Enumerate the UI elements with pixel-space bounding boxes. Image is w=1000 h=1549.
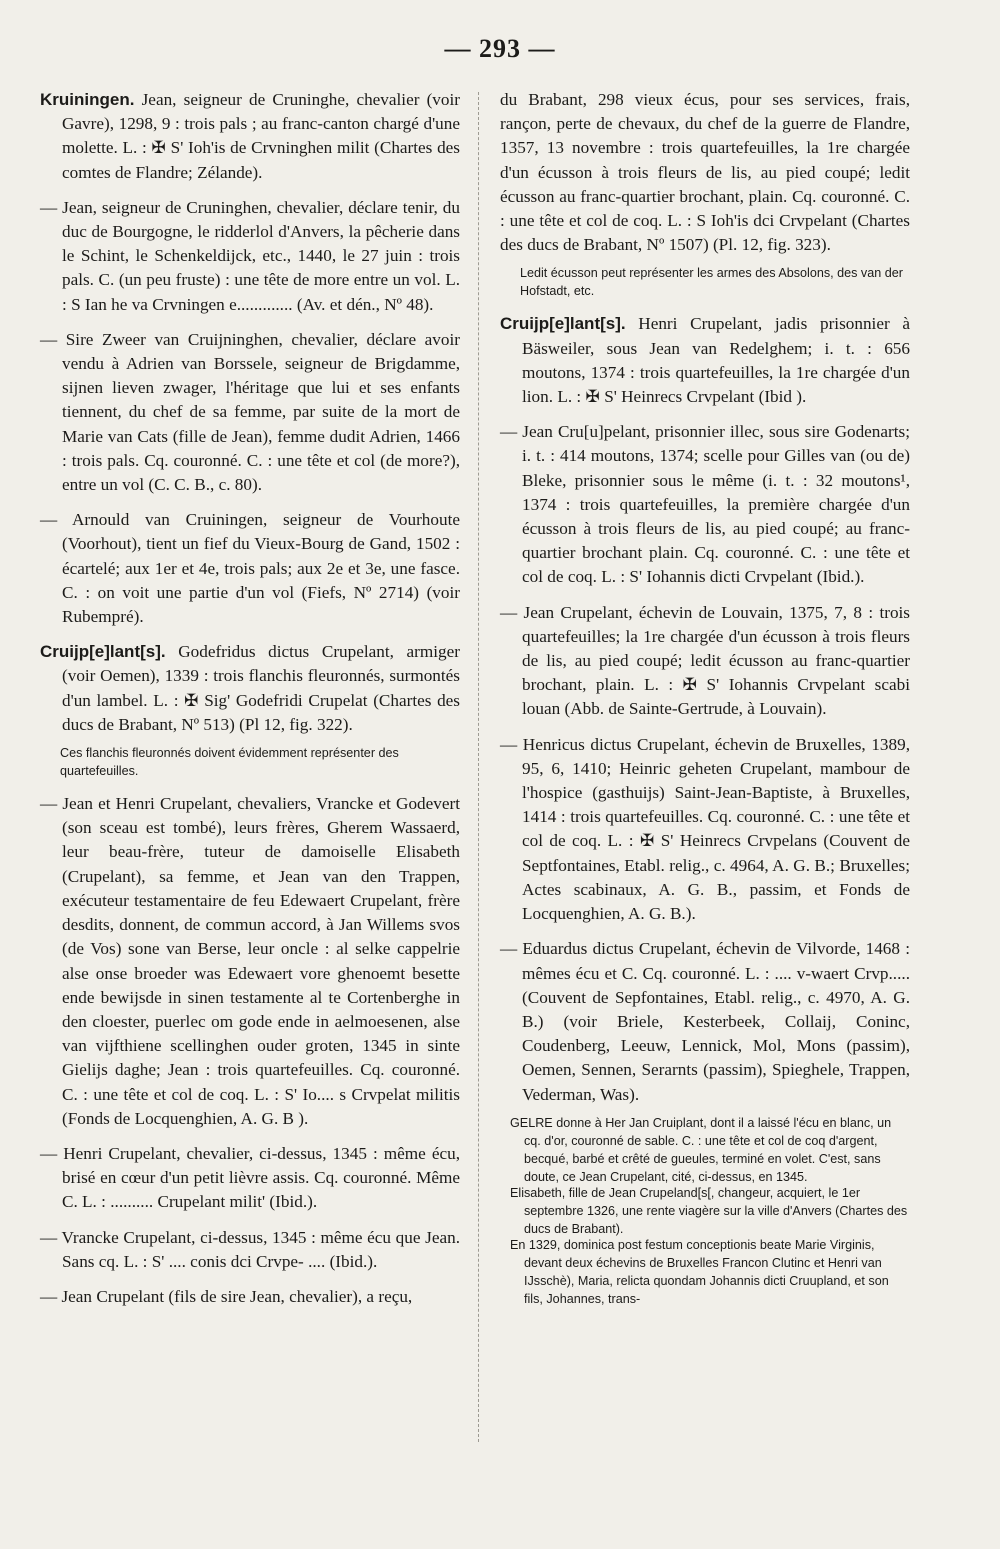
entry-cruijpelant [500,312,910,409]
headword: Cruijp[e]lant[s]. [500,314,626,334]
paragraph: — Arnould van Cruiningen, seigneur de Vourhoute (Voorhout), tient un fief du Vieux-Bourg de Gand, 1502 : écartelé; aux 1er et 4e, trois pals; aux 2e et 3e, une fasce. C. : on voit une partie d'un vol (Fiefs, Nº 2714) (voir Rubempré). [40,510,460,627]
paragraph: — Eduardus dictus Crupelant, échevin de Vilvorde, 1468 : mêmes écu et C. Cq. couronné. L. : .... v-waert Crvp..... (Couvent de Sepfontaines, Etabl. relig., c. 4970, A. G. B.) (voir Briele, Kesterbeek, Collaij, Coninc, Coudenberg, Leeuw, Lennick, Mol, Mons (passim), Oemen, Sennen, Serarnts (passim), Spieghele, Trappen, Vederman, Was). [500,939,910,1104]
footnote: GELRE donne à Her Jan Cruiplant, dont il a laissé l'écu en blanc, un cq. d'or, couronné de sable. C. : une tête et col de coq d'argent, becqué, barbé et crêté de gueules, terminé en volet. C'est, sans doute, ce Jean Crupelant, cité, ci-dessus, en 1345. [510,1115,892,1184]
paragraph: du Brabant, 298 vieux écus, pour ses services, frais, rançon, perte de chevaux, du chef de la guerre de Flandre, 1357, 13 novembre : trois quartefeuilles, la 1re chargée d'un écusson à trois fleurs de lis, au pied coupé; ledit écusson au franc-quartier brochant, plain. Cq. couronné. C. : une tête et col de coq. L. : S Ioh'is dci Crvpelant (Chartes des ducs de Brabant, Nº 1507) (Pl. 12, fig. 323). [500,90,910,255]
headword: Kruiningen. [40,90,135,109]
page-number: — 293 — [444,34,556,63]
entry-cruijpelant [40,640,460,737]
paragraph: — Henricus dictus Crupelant, échevin de Bruxelles, 1389, 95, 6, 1410; Heinric geheten Crupelant, mambour de l'hospice (gasthuijs) Saint-Jean-Baptiste, à Bruxelles, 1414 : trois quartefeuilles. Cq. couronné. C. : une tête et col de coq. L. : ✠ S' Heinrecs Crvpelans (Couvent de Septfontaines, Etabl. relig., c. 4964, A. G. B.; Bruxelles; Actes scabinaux, A. G. B., passim, et Fonds de Locquenghien, A. G. B.). [500,734,910,924]
column-divider [478,92,479,1442]
left-column [40,88,460,1320]
paragraph: — Jean Crupelant (fils de sire Jean, chevalier), a reçu, [40,1286,413,1306]
paragraph: — Sire Zweer van Cruijninghen, chevalier, déclare avoir vendu à Adrien van Borssele, seigneur de Brigdamme, sijnen lieven zwager, l'héritage que lui et ses enfants tiennent, du chef de sa femme, par suite de la mort de Marie van Cats (fille de Jean), femme dudit Adrien, 1466 : trois pals. Cq. couronné. C. : une tête et col (de more?), entre un vol (C. C. B., c. 80). [40,329,460,495]
paragraph: — Henri Crupelant, chevalier, ci-dessus, 1345 : même écu, brisé en cœur d'un petit lièvre assis. Cq. couronné. Même C. L. : .......... Crupelant milit' (Ibid.). [40,1143,460,1212]
footnote: Ces flanchis fleuronnés doivent évidemment représenter des quartefeuilles. [60,746,399,779]
entry-text: Jean, seigneur de Cruninghe, chevalier (voir Gavre), 1298, 9 : trois pals ; au franc-canton chargé d'une molette. L. : ✠ S' Ioh'is de Crvninghen milit (Chartes des comtes de Flandre; Zélande). [62,90,460,182]
paragraph: — Jean Cru[u]pelant, prisonnier illec, sous sire Godenarts; i. t. : 414 moutons, 1374; scelle pour Gilles van (ou de) Bleke, prisonnier sous le même (i. t. : 32 moutons¹, 1374 : trois quartefeuilles, la première chargée d'un écusson à trois fleurs de lis, au pied coupé; au franc-quartier brochant plain. Cq. couronné. C. : une tête et col de coq. L. : S' Iohannis dicti Crvpelant (Ibid.). [500,422,910,587]
right-column [500,88,910,1310]
paragraph: — Vrancke Crupelant, ci-dessus, 1345 : même écu que Jean. Sans cq. L. : S' .... conis dci Crvpe- .... (Ibid.). [40,1227,460,1271]
entry-text: Henri Crupelant, jadis prisonnier à Bäsweiler, sous Jean van Redelghem; i. t. : 656 moutons, 1374 : trois quartefeuilles, la 1re chargée d'un lion. L. : ✠ S' Heinrecs Crvpelant (Ibid ). [522,314,910,407]
paragraph: — Jean et Henri Crupelant, chevaliers, Vrancke et Godevert (son sceau est tombé), leurs frères, Gherem Wassaerd, leur beau-frère, tuteur de damoiselle Elisabeth (Crupelant), sa femme, et Jean van den Trappen, exécuteur testamentaire de feu Edewaert Crupelant, frère desdits, donnent, de commun accord, à Jan Willems svos (de Vos) sone van Berse, leur oncle : al selke cappelrie alse onse broeder was Edewaert vore ghenoemt besette ende bewijsde in sinen testamente al te Cortenberghe in den cloester, puerlec om gode ende in aelmoesenen, alse van vijfthiene scellinghen ouder groten, 1345 in sinte Gielijs daghe; Jean : trois quartefeuilles. Cq. couronné. C. : une tête et col de coq. L. : S' Io.... s Crvpelat militis (Fonds de Locquenghien, A. G. B ). [40,794,460,1128]
footnote: Ledit écusson peut représenter les armes des Absolons, des van der Hofstadt, etc. [520,266,903,299]
footnote: Elisabeth, fille de Jean Crupeland[s[, changeur, acquiert, le 1er septembre 1326, une rente viagère sur la ville d'Anvers (Chartes des ducs de Brabant). [510,1185,908,1236]
entry-kruiningen [40,88,460,185]
footnote: En 1329, dominica post festum conceptionis beate Marie Virginis, devant deux échevins de Bruxelles Francon Clutinc et Henri van IJsschè), Maria, relicta quondam Johannis dicti Cruupland, et son fils, Johannes, trans- [510,1237,889,1306]
entry-text: Godefridus dictus Crupelant, armiger (voir Oemen), 1339 : trois flanchis fleuronnés, surmontés d'un lambel. L. : ✠ Sig' Godefridi Crupelat (Chartes des ducs de Brabant, Nº 513) (Pl 12, fig. 322). [62,642,460,734]
paragraph: — Jean Crupelant, échevin de Louvain, 1375, 7, 8 : trois quartefeuilles; la 1re chargée d'un écusson à trois fleurs de lis, au pied coupé; ledit écusson au franc-quartier brochant, plain. L. : ✠ S' Iohannis Crvpelant scabi louan (Abb. de Sainte-Gertrude, à Louvain). [500,602,910,719]
headword: Cruijp[e]lant[s]. [40,642,166,662]
paragraph: — Jean, seigneur de Cruninghen, chevalier, déclare tenir, du duc de Bourgogne, le ridderlol d'Anvers, la pêcherie dans le Schint, le Schenkeldijck, etc., 1440, le 27 juin : trois pals. C. (un peu fruste) : une tête de more entre un vol. L. : S Ian he va Crvningen e............. (Av. et dén., Nº 48). [40,197,460,314]
